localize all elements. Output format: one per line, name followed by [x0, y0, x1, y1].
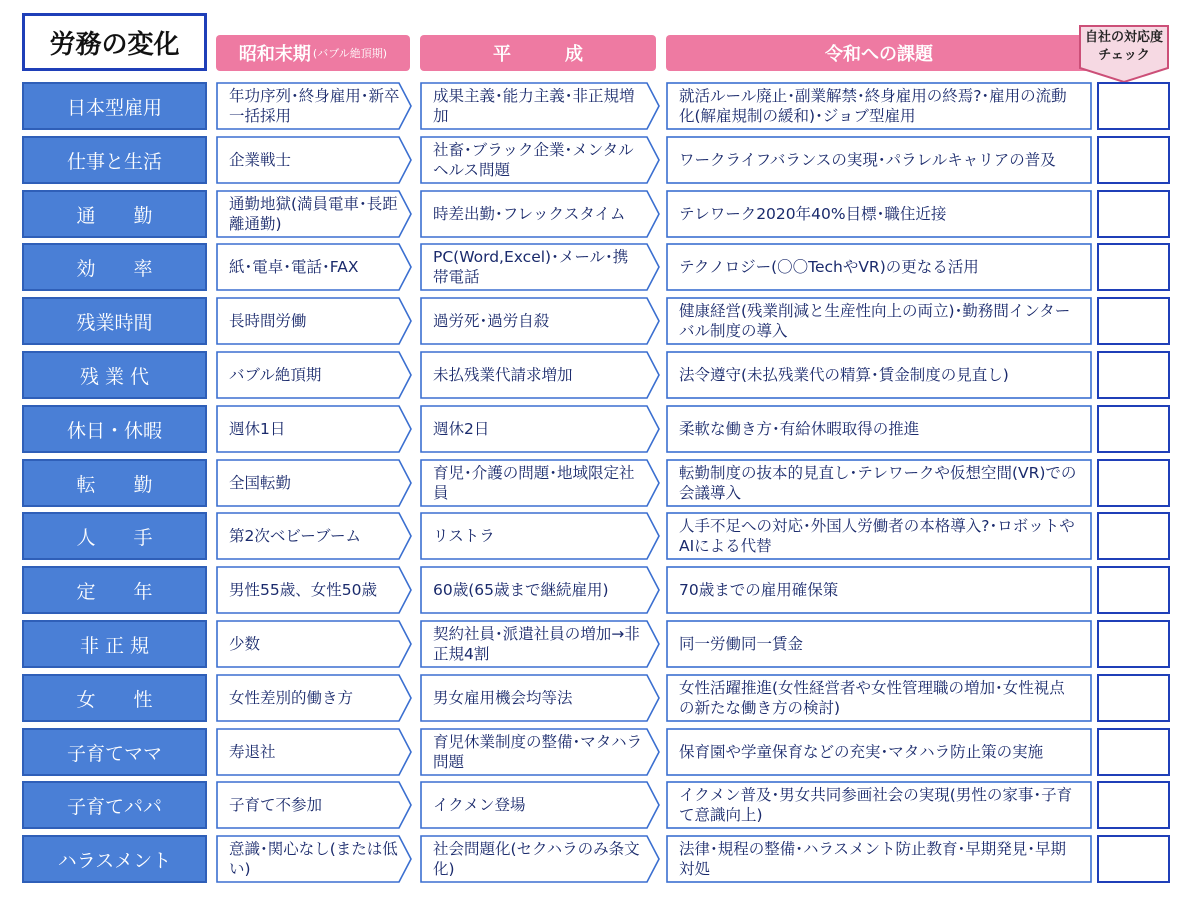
check-box[interactable] — [1097, 297, 1170, 345]
cell-text-reiwa: テレワーク2020年40%目標･職住近接 — [679, 205, 947, 223]
cell-text-showa: 寿退社 — [229, 743, 276, 761]
cell-text-heisei: 時差出勤･フレックスタイム — [433, 205, 626, 223]
check-box[interactable] — [1097, 835, 1170, 883]
row-label: 効 率 — [22, 243, 207, 291]
check-box[interactable] — [1097, 243, 1170, 291]
cell-text-heisei: 契約社員･派遣社員の増加→非正規4割 — [433, 625, 640, 663]
cell-text-heisei: PC(Word,Excel)･メール･携帯電話 — [433, 248, 629, 286]
check-box[interactable] — [1097, 136, 1170, 184]
cell-showa — [216, 190, 412, 238]
cell-reiwa — [666, 512, 1092, 560]
cell-showa — [216, 620, 412, 668]
row-label: 仕事と生活 — [22, 136, 207, 184]
row-label: 子育てママ — [22, 728, 207, 776]
cell-heisei — [420, 136, 660, 184]
cell-heisei — [420, 351, 660, 399]
row-label: 非 正 規 — [22, 620, 207, 668]
cell-text-heisei: 社会問題化(セクハラのみ条文化) — [433, 840, 640, 878]
cell-text-showa: 通勤地獄(満員電車･長距離通勤) — [229, 195, 398, 233]
cell-text-heisei: 育児休業制度の整備･マタハラ問題 — [433, 733, 643, 771]
cell-text-heisei: 育児･介護の問題･地域限定社員 — [433, 464, 635, 502]
cell-showa — [216, 82, 412, 130]
cell-text-showa: 第2次ベビーブーム — [229, 527, 362, 545]
cell-text-reiwa: テクノロジー(〇〇TechやVR)の更なる活用 — [679, 258, 979, 276]
cell-text-heisei: 男女雇用機会均等法 — [433, 689, 573, 707]
cell-showa — [216, 405, 412, 453]
cell-text-showa: 男性55歳、女性50歳 — [229, 581, 377, 599]
cell-reiwa — [666, 297, 1092, 345]
row-label: 残 業 代 — [22, 351, 207, 399]
row-label: 女 性 — [22, 674, 207, 722]
cell-text-showa: 紙･電卓･電話･FAX — [229, 258, 359, 276]
cell-showa — [216, 297, 412, 345]
header-heisei-b: 成 — [565, 44, 583, 65]
cell-reiwa — [666, 620, 1092, 668]
cell-text-heisei: 過労死･過労自殺 — [433, 312, 550, 330]
cell-showa — [216, 512, 412, 560]
cell-heisei — [420, 674, 660, 722]
cell-showa — [216, 566, 412, 614]
check-box[interactable] — [1097, 566, 1170, 614]
cell-text-heisei: 未払残業代請求増加 — [433, 366, 573, 384]
cell-text-reiwa: イクメン普及･男女共同参画社会の実現(男性の家事･子育て意識向上) — [679, 786, 1073, 824]
cell-reiwa — [666, 190, 1092, 238]
cell-text-heisei: イクメン登場 — [433, 796, 526, 814]
cell-text-showa: 週休1日 — [229, 420, 286, 438]
row-label: 日本型雇用 — [22, 82, 207, 130]
cell-text-heisei: 成果主義･能力主義･非正規増加 — [433, 87, 635, 125]
row-label: 転 勤 — [22, 459, 207, 507]
cell-text-heisei: 60歳(65歳まで継続雇用) — [433, 581, 609, 599]
cell-reiwa — [666, 82, 1092, 130]
cell-reiwa — [666, 835, 1092, 883]
cell-showa — [216, 459, 412, 507]
check-box[interactable] — [1097, 620, 1170, 668]
cell-showa — [216, 728, 412, 776]
cell-heisei — [420, 405, 660, 453]
check-box[interactable] — [1097, 728, 1170, 776]
cell-heisei — [420, 566, 660, 614]
cell-text-showa: 企業戦士 — [229, 151, 292, 169]
cell-text-showa: 年功序列･終身雇用･新卒一括採用 — [229, 87, 400, 125]
cell-reiwa — [666, 136, 1092, 184]
cell-reiwa — [666, 674, 1092, 722]
cell-reiwa — [666, 566, 1092, 614]
cell-showa — [216, 781, 412, 829]
row-label: 通 勤 — [22, 190, 207, 238]
cell-showa — [216, 351, 412, 399]
cell-text-reiwa: 保育園や学童保育などの充実･マタハラ防止策の実施 — [679, 743, 1044, 761]
cell-reiwa — [666, 781, 1092, 829]
cell-heisei — [420, 512, 660, 560]
page-title: 労務の変化 — [22, 13, 207, 71]
cell-text-reiwa: 健康経営(残業削減と生産性向上の両立)･勤務間インターバル制度の導入 — [679, 302, 1071, 340]
cell-showa — [216, 835, 412, 883]
check-header-line2: チェック — [1098, 48, 1150, 63]
cell-text-reiwa: 就活ルール廃止･副業解禁･終身雇用の終焉?･雇用の流動化(解雇規制の緩和)･ジョブ型雇用 — [679, 87, 1067, 125]
check-box[interactable] — [1097, 190, 1170, 238]
row-label: 休日・休暇 — [22, 405, 207, 453]
row-label: 定 年 — [22, 566, 207, 614]
cell-reiwa — [666, 728, 1092, 776]
cell-reiwa — [666, 405, 1092, 453]
cell-heisei — [420, 620, 660, 668]
cell-text-showa: 意識･関心なし(または低い) — [229, 840, 398, 878]
check-box[interactable] — [1097, 674, 1170, 722]
cell-heisei — [420, 781, 660, 829]
check-box[interactable] — [1097, 82, 1170, 130]
cell-text-showa: 全国転勤 — [229, 474, 292, 492]
cell-text-showa: 少数 — [229, 635, 261, 653]
header-check — [1078, 24, 1170, 84]
cell-text-showa: バブル絶頂期 — [229, 366, 322, 384]
cell-heisei — [420, 297, 660, 345]
check-box[interactable] — [1097, 351, 1170, 399]
header-heisei — [420, 35, 656, 71]
header-showa-sub: (バブル絶頂期) — [312, 47, 388, 60]
cell-text-reiwa: 転勤制度の抜本的見直し･テレワークや仮想空間(VR)での会議導入 — [679, 464, 1077, 502]
cell-heisei — [420, 82, 660, 130]
cell-heisei — [420, 835, 660, 883]
cell-showa — [216, 136, 412, 184]
header-reiwa: 令和への課題 — [666, 35, 1092, 71]
cell-showa — [216, 674, 412, 722]
cell-text-heisei: 社畜･ブラック企業･メンタルヘルス問題 — [433, 141, 634, 179]
cell-text-reiwa: 法令遵守(未払残業代の精算･賃金制度の見直し) — [679, 366, 1009, 384]
check-box[interactable] — [1097, 459, 1170, 507]
cell-heisei — [420, 459, 660, 507]
header-showa-main: 昭和末期 — [238, 44, 311, 65]
check-box[interactable] — [1097, 512, 1170, 560]
cell-heisei — [420, 243, 660, 291]
cell-text-reiwa: 70歳までの雇用確保策 — [679, 581, 839, 599]
check-header-line1: 自社の対応度 — [1084, 30, 1163, 45]
cell-text-reiwa: 人手不足への対応･外国人労働者の本格導入?･ロボットやAIによる代替 — [679, 517, 1075, 555]
cell-text-heisei: 週休2日 — [433, 420, 490, 438]
header-heisei-a: 平 — [493, 44, 511, 65]
cell-text-reiwa: 同一労働同一賃金 — [679, 635, 804, 653]
row-label: ハラスメント — [22, 835, 207, 883]
cell-text-showa: 長時間労働 — [229, 312, 307, 330]
cell-heisei — [420, 190, 660, 238]
cell-text-showa: 子育て不参加 — [229, 796, 323, 814]
cell-text-reiwa: 法律･規程の整備･ハラスメント防止教育･早期発見･早期対処 — [679, 840, 1067, 878]
header-showa — [216, 35, 410, 71]
cell-reiwa — [666, 351, 1092, 399]
cell-text-reiwa: 柔軟な働き方･有給休暇取得の推進 — [679, 420, 920, 438]
cell-text-reiwa: ワークライフバランスの実現･パラレルキャリアの普及 — [679, 151, 1056, 169]
cell-reiwa — [666, 243, 1092, 291]
cell-text-showa: 女性差別的働き方 — [229, 689, 354, 707]
cell-heisei — [420, 728, 660, 776]
row-label: 残業時間 — [22, 297, 207, 345]
row-label: 子育てパパ — [22, 781, 207, 829]
check-box[interactable] — [1097, 781, 1170, 829]
cell-showa — [216, 243, 412, 291]
row-label: 人 手 — [22, 512, 207, 560]
cell-text-heisei: リストラ — [433, 527, 495, 545]
check-box[interactable] — [1097, 405, 1170, 453]
cell-reiwa — [666, 459, 1092, 507]
cell-text-reiwa: 女性活躍推進(女性経営者や女性管理職の増加･女性視点の新たな働き方の検討) — [679, 679, 1065, 717]
